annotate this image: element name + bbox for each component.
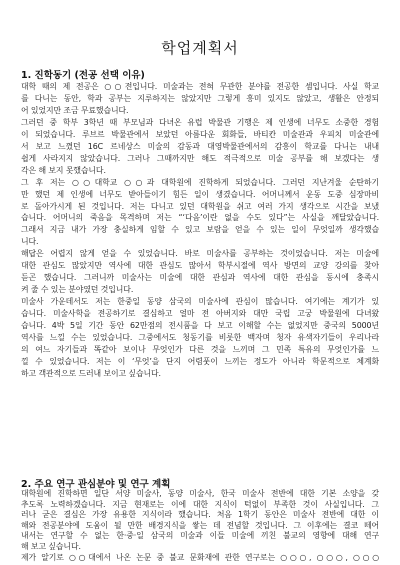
text-line: 만 했던 제 인생에 너무도 받아들이기 힘든 일이 생겼습니다. 어머니께서 운동 도중 심장마비 [21,189,379,199]
section-heading-motivation: 1. 진학동기 (전공 선택 이유) [21,70,145,81]
text-line: 어 있었지만 조금 무료했습니다. [21,105,129,115]
text-line: 해답은 어렵지 않게 얻을 수 있었습니다. 바로 미술사를 공부하는 것이었습니다. 저는 미술에 [21,249,379,259]
text-line: 켜 줄 수 있는 분야였던 것입니다. [21,285,134,295]
text-line: 낄 수 있었습니다. 저는 이 ‘무엇’을 단지 어렴풋이 느끼는 정도가 아니라 학문적으로 체계화 [21,356,379,366]
document-title: 학업계획서 [161,39,239,57]
text-line: 대한 관심도 많았지만 역사에 대한 관심도 많아서 학부시절에 역사 방면의 교양 강의를 찾아 [21,261,379,271]
text-line: 습니다. 미술사학을 전공하기로 결심하고 얼마 전 아버지와 대만 국립 고궁 박물원에 다녀왔 [21,309,379,319]
section-body-motivation [21,81,379,380]
text-line: 내서는 연구할 수 없는 한·중·일 삼국의 미술과 이들 미술에 끼친 불교의 영향에 대해 연구 [21,531,379,541]
text-line: 습니다. 어머니의 죽음을 목격하며 저는 “‘다음’이란 없을 수도 있다”는 사실을 깨달았습니다. [21,213,379,223]
text-line: 니다. [21,237,39,247]
text-line: 습니다. 4박 5일 기간 동안 62만점의 전시품을 다 보고 이해할 수는 없었지만 중국의 5000년 [21,321,379,331]
text-line: 해 보고 싶습니다. [21,541,81,551]
text-line: 하고 객관적으로 드러내 보이고 싶습니다. [21,368,161,378]
text-line: 그 후 저는 ○○대학교 ○○과 대학원에 진학하게 되었습니다. 그러던 지난겨울 순탄하기 [21,177,379,187]
text-line: 역사를 느낄 수는 있었습니다. 그중에서도 청동기를 비롯한 백자며 청자 유색자기들이 우리나라 [21,333,379,343]
text-line: 제가 알기로 ○○대에서 나온 논문 중 불교 문화재에 관한 연구로는 ○○○, ○○○, ○○○ [21,552,379,562]
text-line: 추도록 노력하겠습니다. 지금 현재로는 이에 대한 지식이 턱없이 부족한 것이 사실입니다. 그 [21,499,379,509]
text-line: 의 여느 자기들과 똑같아 보이나 무엇인가 다른 것을 느끼며 그 민족 특유의 무엇인가를 느 [21,344,379,354]
text-line: 그래서 지금 내가 가장 충실하게 임할 수 있고 보람을 얻을 수 있는 일이 무엇일까 생각했습 [21,225,379,235]
text-line: 듣곤 했습니다. 그러니까 미술사는 미술에 대한 관심과 역사에 대한 관심을 동시에 충족시 [21,273,379,283]
text-line: 해와 전공분야에 도움이 될 만한 배경지식을 쌓는 데 전념할 것입니다. 그 이후에는 결코 떼어 [21,520,379,530]
section-body-research-plan [21,489,379,563]
text-line: 대학 때의 제 전공은 ○○전입니다. 미술과는 전혀 무관한 분야를 전공한 셈입니다. 사실 학교 [21,82,379,91]
text-line: 서 보고 느꼈던 16C 르네상스 미술의 감동과 대영박물관에서의 감흥이 학교를 다니는 내내 [21,141,379,151]
text-line: 로 돌아가시게 된 것입니다. 저는 다니고 있던 대학원을 쉬고 여러 가지 생각으로 시간을 보냈 [21,201,379,211]
text-line: 대학원에 진학하면 일단 서양 미술사, 동양 미술사, 한국 미술사 전반에 대한 기본 소양을 갖 [21,489,379,498]
text-line: 쉽게 사라지지 않았습니다. 그러나 그때까지만 해도 적극적으로 미술 공부를 해 보겠다는 생 [21,153,379,163]
text-line: 러나 굳은 결심은 가장 유용한 지식이라 했습니다. 처음 1학기 동안은 미술사 전반에 대한 이 [21,510,379,520]
text-line: 미술사 가운데서도 저는 한중일 동양 삼국의 미술사에 관심이 많습니다. 여기에는 계기가 있 [21,297,379,307]
text-line: 를 다니는 동안, 학과 공부는 지루하지는 않았지만 그렇게 흥미 있지도 않았고, 생활은 안정되 [21,93,379,103]
text-line: 이 되었습니다. 루브르 박물관에서 보았던 아름다운 회화들, 바티칸 미술관과 우피치 미술관에 [21,129,379,139]
text-line: 그러던 중 학부 3학년 때 부모님과 다녀온 유럽 박물관 기행은 제 인생에 너무도 소중한 경험 [21,117,379,127]
section-heading-research-plan: 2. 주요 연구 관심분야 및 연구 계획 [21,479,171,490]
text-line: 각은 해 보지 못했습니다. [21,165,106,175]
